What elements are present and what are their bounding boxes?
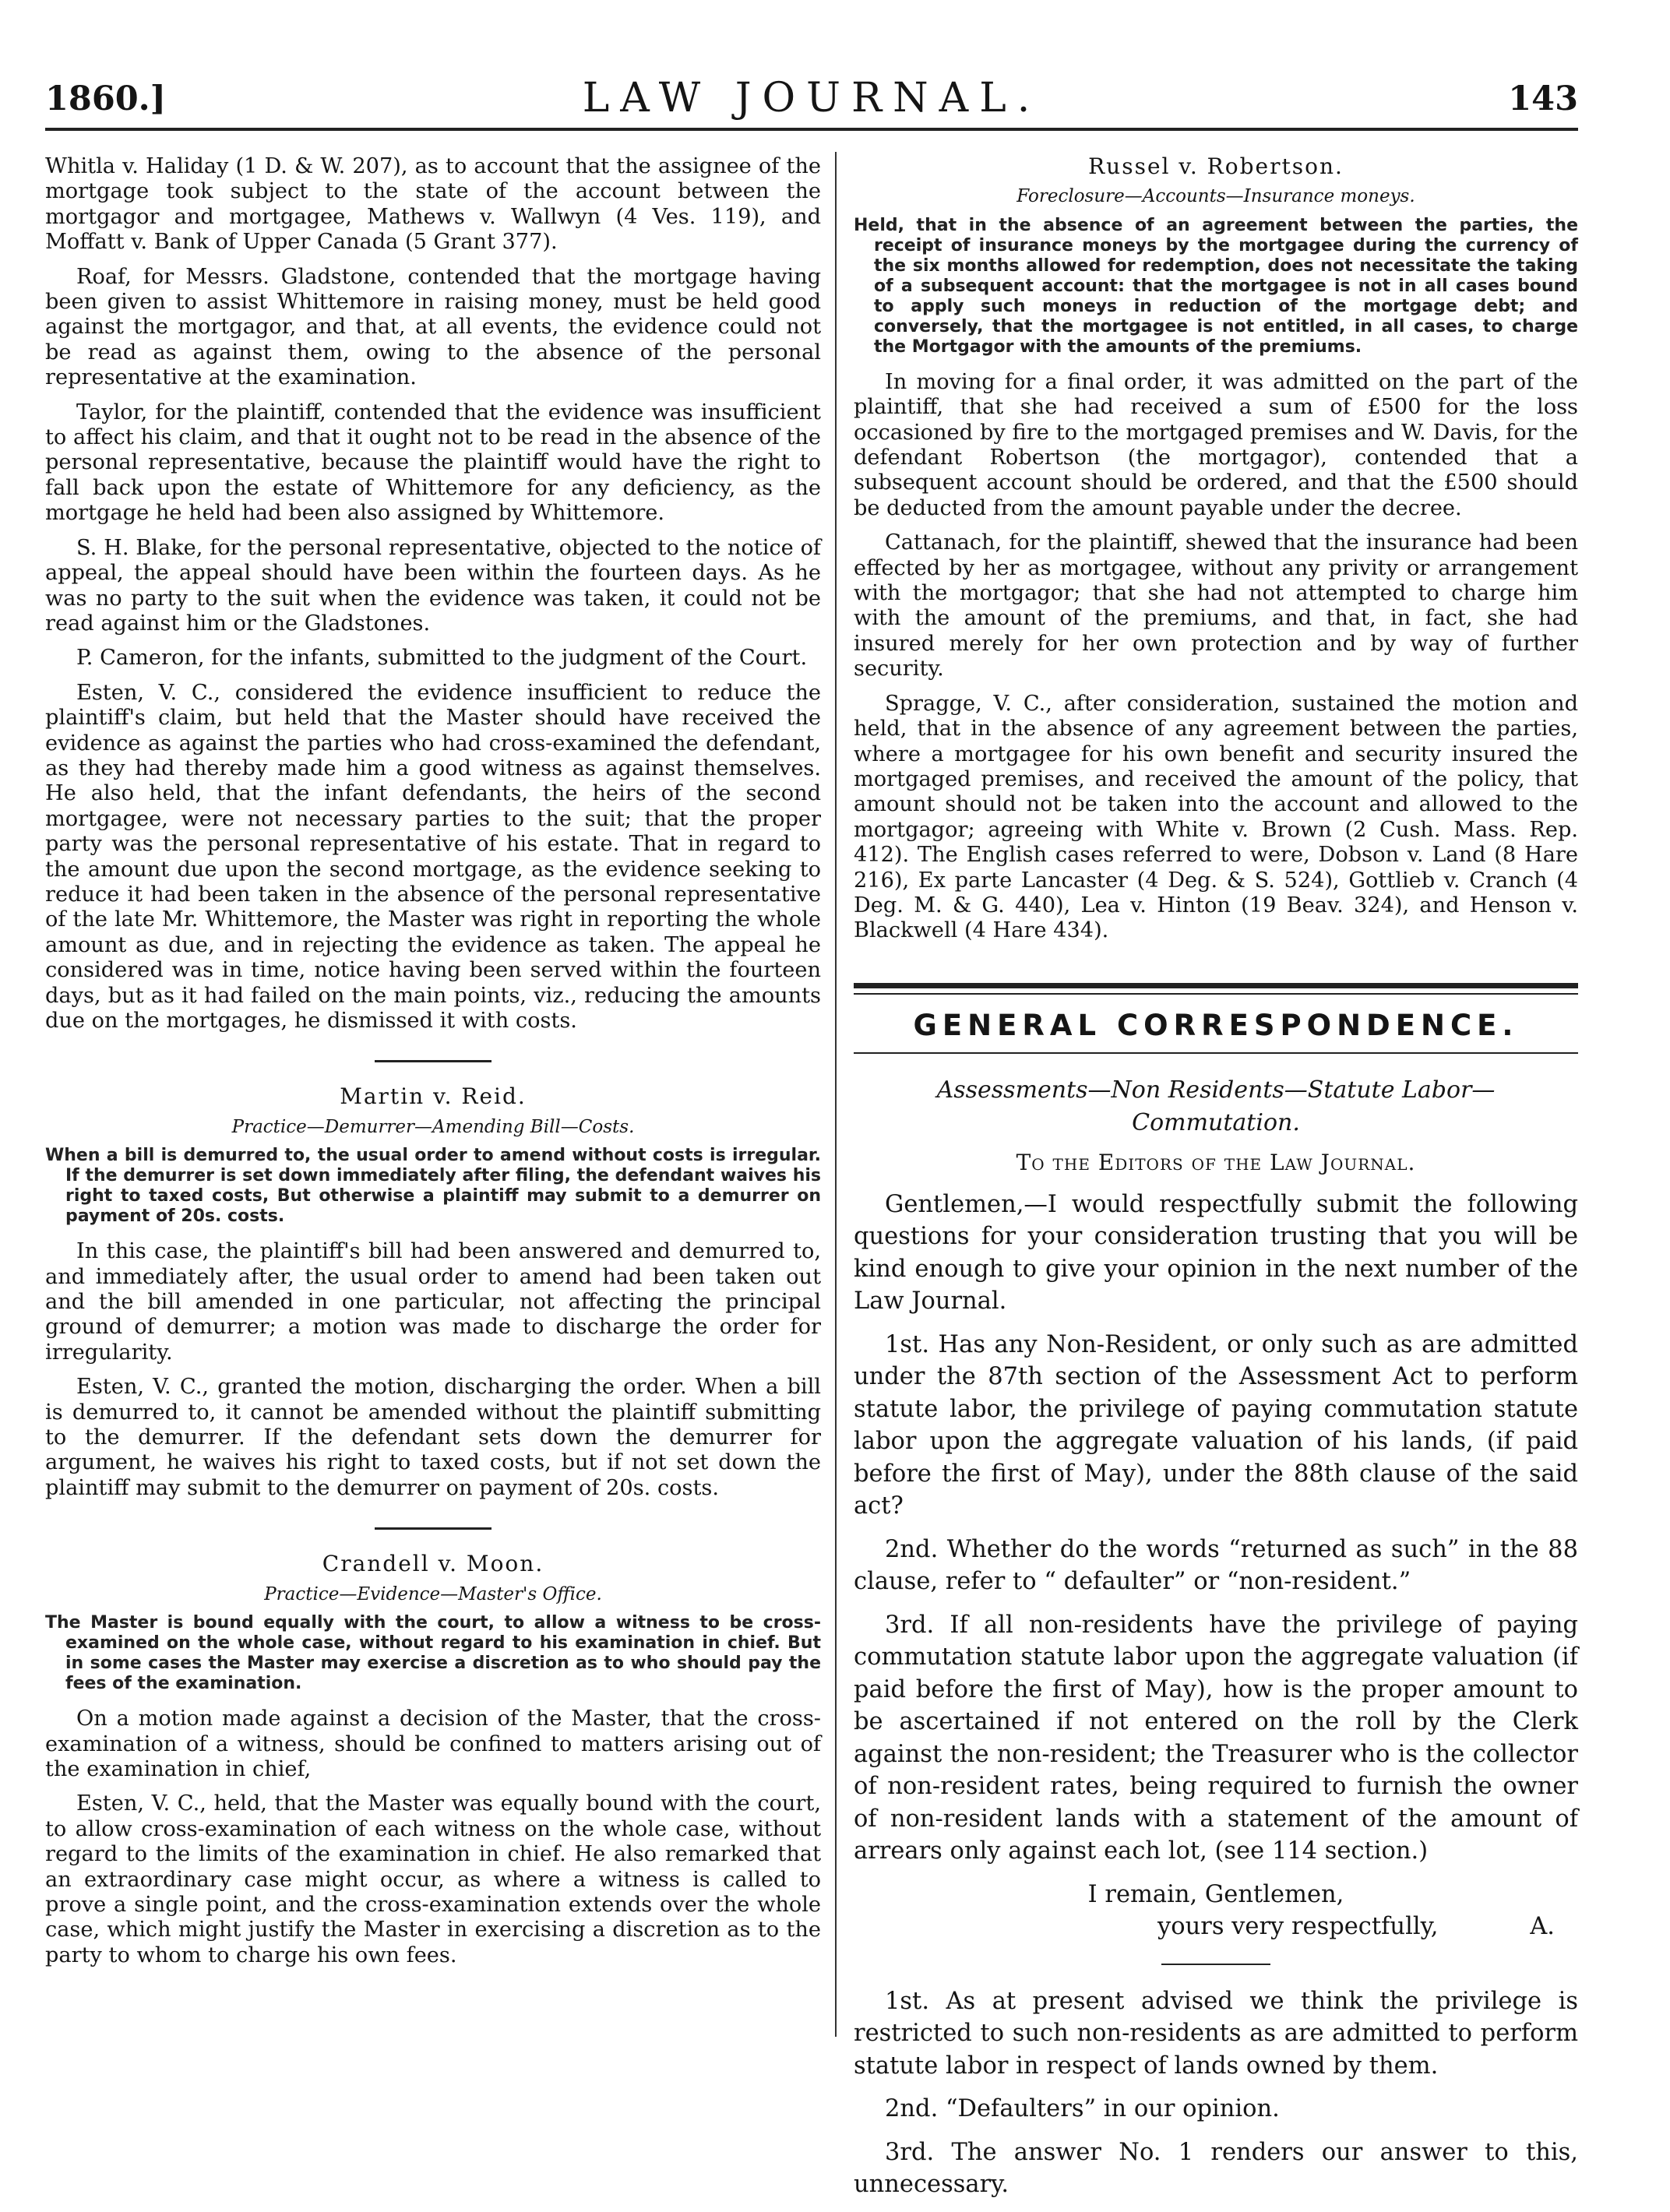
paragraph: Taylor, for the plaintiff, contended that the evidence was insufficient to affect his claim, and that it ought not to be read in the absence of the personal representative, because the plaintiff would have the right to fall back upon the estate of Whittemore for any deficiency, as the mortgage he held had been also assigned by Whittemore. bbox=[45, 400, 821, 526]
letter-closing: I remain, Gentlemen, bbox=[1087, 1880, 1344, 1908]
letter-signature: A. bbox=[1530, 1913, 1555, 1941]
letter-subject: Assessments—Non Residents—Statute Labor—Commutation. bbox=[936, 1076, 1496, 1136]
header-title: LAW JOURNAL. bbox=[582, 75, 1041, 122]
column-divider bbox=[835, 152, 837, 2037]
case-subtitle: Foreclosure—Accounts—Insurance moneys. bbox=[1016, 186, 1415, 207]
header-page-number: 143 bbox=[1508, 79, 1578, 118]
answer-paragraph: 3rd. The answer No. 1 renders our answer to this, unnecessary. bbox=[854, 2138, 1578, 2199]
paragraph: Cattanach, for the plaintiff, shewed that the insurance had been effected by her as mortgagee, without any privity or arrangement with the mortgagor; that she had not attempted to charge him with the amount of the premiums, and that, in fact, she had insured merely for her own protection and by way of further security. bbox=[854, 530, 1578, 682]
paragraph: Gentlemen,—I would respectfully submit the following questions for your consideration trusting that you will be kind enough to give your opinion in the next number of the Law Journal. bbox=[854, 1190, 1578, 1316]
paragraph: Esten, V. C., considered the evidence insufficient to reduce the plaintiff's claim, but held that the Master should have received the evidence as against the parties who had cross-examined the defendant, as they had thereby made him a good witness as against themselves. He also held, that the infant defendants, the heirs of the second mortgagee, were not necessary parties to the suit; that the proper party was the personal representative of his estate. That in regard to the amount due upon the second mortgage, as the evidence seeking to reduce it had been taken in the absence of the personal representative of the late Mr. Whittemore, the Master was right in reporting the whole amount as due, and in rejecting the evidence as taken. The appeal he considered was in time, notice having been served within the fourteen days, but as it had failed on the main points, viz., reducing the amounts due on the mortgages, he dismissed it with costs. bbox=[45, 680, 821, 1033]
paragraph: In this case, the plaintiff's bill had been answered and demurred to, and immediately after, the usual order to amend had been taken out and the bill amended in one particular, not affecting the principal ground of demurrer; a motion was made to discharge the order for irregularity. bbox=[45, 1239, 821, 1365]
case-title: Martin v. Reid. bbox=[340, 1083, 527, 1110]
letter-signoff: yours very respectfully, bbox=[1157, 1913, 1439, 1941]
section-thick-rule bbox=[854, 983, 1578, 988]
paragraph: Esten, V. C., granted the motion, discharging the order. When a bill is demurred to, it cannot be amended without the plaintiff submitting to the demurrer. If the defendant sets down the demurrer for argument, he waives his right to taxed costs, but if not set down the plaintiff may submit to the demurrer on payment of 20s. costs. bbox=[45, 1375, 821, 1500]
case-subtitle: Practice—Evidence—Master's Office. bbox=[264, 1583, 602, 1604]
left-column bbox=[45, 154, 821, 1978]
paragraph: 3rd. If all non-residents have the privilege of paying commutation statute labor upon the aggregate valuation (if paid before the first of May), how is the proper amount to be ascertained if not entered on the roll by the Clerk against the non-resident; the Treasurer who is the collector of non-resident rates, being required to furnish the owner of non-resident lands with a statement of the amount of arrears only against each lot, (see 114 section.) bbox=[854, 1611, 1578, 1865]
correspondence-letter bbox=[854, 1074, 1578, 2201]
right-column bbox=[854, 154, 1578, 2212]
case-title: Russel v. Robertson. bbox=[1088, 153, 1344, 179]
case-title: Crandell v. Moon. bbox=[322, 1551, 544, 1577]
case-headnote: Held, that in the absence of an agreement between the parties, the receipt of insurance moneys by the mortgagee during the currency of the six months allowed for redemption, does not necessitate the taking of a subsequent account: that the mortgagee is not in all cases bound to apply such moneys in reduction of the mortgage debt; and conversely, that the mortgagee is not entitled, in all cases, to charge the Mortgagor with the amounts of the premiums. bbox=[854, 215, 1578, 357]
paragraph: In moving for a final order, it was admitted on the part of the plaintiff, that she had received a sum of £500 for the loss occasioned by fire to the mortgaged premises and W. Davis, for the defendant Robertson (the mortgagor), contended that a subsequent account should be ordered, and that the £500 should be deducted from the amount payable under the decree. bbox=[854, 369, 1578, 520]
section-heading-rule bbox=[854, 1052, 1578, 1054]
letter-signoff-line bbox=[854, 1911, 1578, 1943]
case-headnote: When a bill is demurred to, the usual order to amend without costs is irregular. If the demurrer is set down immediately after filing, the defendant waives his right to taxed costs, But otherwise a plaintiff may submit to a demurrer on payment of 20s. costs. bbox=[45, 1146, 821, 1227]
section-heading: GENERAL CORRESPONDENCE. bbox=[913, 1008, 1519, 1042]
section-thin-rule bbox=[854, 993, 1578, 995]
header-year: 1860.] bbox=[45, 79, 166, 118]
answer-paragraph: 1st. As at present advised we think the privilege is restricted to such non-residents as are admitted to perform statute labor in respect of lands owned by them. bbox=[854, 1987, 1578, 2080]
paragraph: Whitla v. Haliday (1 D. & W. 207), as to account that the assignee of the mortgage took subject to the state of the account between the mortgagor and mortgagee, Mathews v. Wallwyn (4 Ves. 119), and Moffatt v. Bank of Upper Canada (5 Grant 377). bbox=[45, 154, 821, 255]
paragraph: Spragge, V. C., after consideration, sustained the motion and held, that in the absence of any agreement between the parties, where a mortgagee for his own benefit and security insured the mortgaged premises, and received the amount of the policy, that amount should not be taken into the account and allowed to the mortgagor; agreeing with White v. Brown (2 Cush. Mass. Rep. 412). The English cases referred to were, Dobson v. Land (8 Hare 216), Ex parte Lancaster (4 Deg. & S. 524), Gottlieb v. Cranch (4 Deg. M. & G. 440), Lea v. Hinton (19 Beav. 324), and Henson v. Blackwell (4 Hare 434). bbox=[854, 691, 1578, 943]
answer-paragraph: 2nd. “Defaulters” in our opinion. bbox=[885, 2095, 1280, 2123]
paragraph: Roaf, for Messrs. Gladstone, contended that the mortgage having been given to assist Whittemore in raising money, must be held good against the mortgagor, and that, at all events, the evidence could not be read as against them, owing to the absence of the personal representative at the examination. bbox=[45, 264, 821, 390]
paragraph: P. Cameron, for the infants, submitted to the judgment of the Court. bbox=[76, 646, 808, 671]
section-rule bbox=[375, 1060, 491, 1062]
letter-addressee: To the Editors of the Law Journal. bbox=[1016, 1150, 1416, 1176]
paragraph: S. H. Blake, for the personal representative, objected to the notice of appeal, the appeal should have been within the fourteen days. As he was no party to the suit when the evidence was taken, it could not be read against him or the Gladstones. bbox=[45, 535, 821, 636]
paragraph: 2nd. Whether do the words “returned as such” in the 88 clause, refer to “ defaulter” or “non-resident.” bbox=[854, 1535, 1578, 1596]
case-subtitle: Practice—Demurrer—Amending Bill—Costs. bbox=[231, 1116, 635, 1137]
page-header bbox=[45, 72, 1578, 137]
header-rule bbox=[45, 128, 1578, 131]
case-headnote: The Master is bound equally with the court, to allow a witness to be cross-examined on the whole case, without regard to his examination in chief. But in some cases the Master may exercise a discretion as to who should pay the fees of the examination. bbox=[45, 1613, 821, 1694]
section-rule bbox=[375, 1527, 491, 1530]
paragraph: On a motion made against a decision of the Master, that the cross-examination of a witness, should be confined to matters arising out of the examination in chief, bbox=[45, 1707, 821, 1781]
paragraph: 1st. Has any Non-Resident, or only such as are admitted under the 87th section of the Assessment Act to perform statute labor, the privilege of paying commutation statute labor upon the aggregate valuation of his lands, (if paid before the first of May), under the 88th clause of the said act? bbox=[854, 1330, 1578, 1520]
paragraph: Esten, V. C., held, that the Master was equally bound with the court, to allow cross-examination of each witness on the whole case, without regard to the limits of the examination in chief. He also remarked that an extraordinary case might occur, as where a witness is called to prove a single point, and the cross-examination extends over the whole case, which might justify the Master in exercising a discretion as to the party to whom to charge his own fees. bbox=[45, 1791, 821, 1967]
answer-rule bbox=[1161, 1964, 1270, 1965]
